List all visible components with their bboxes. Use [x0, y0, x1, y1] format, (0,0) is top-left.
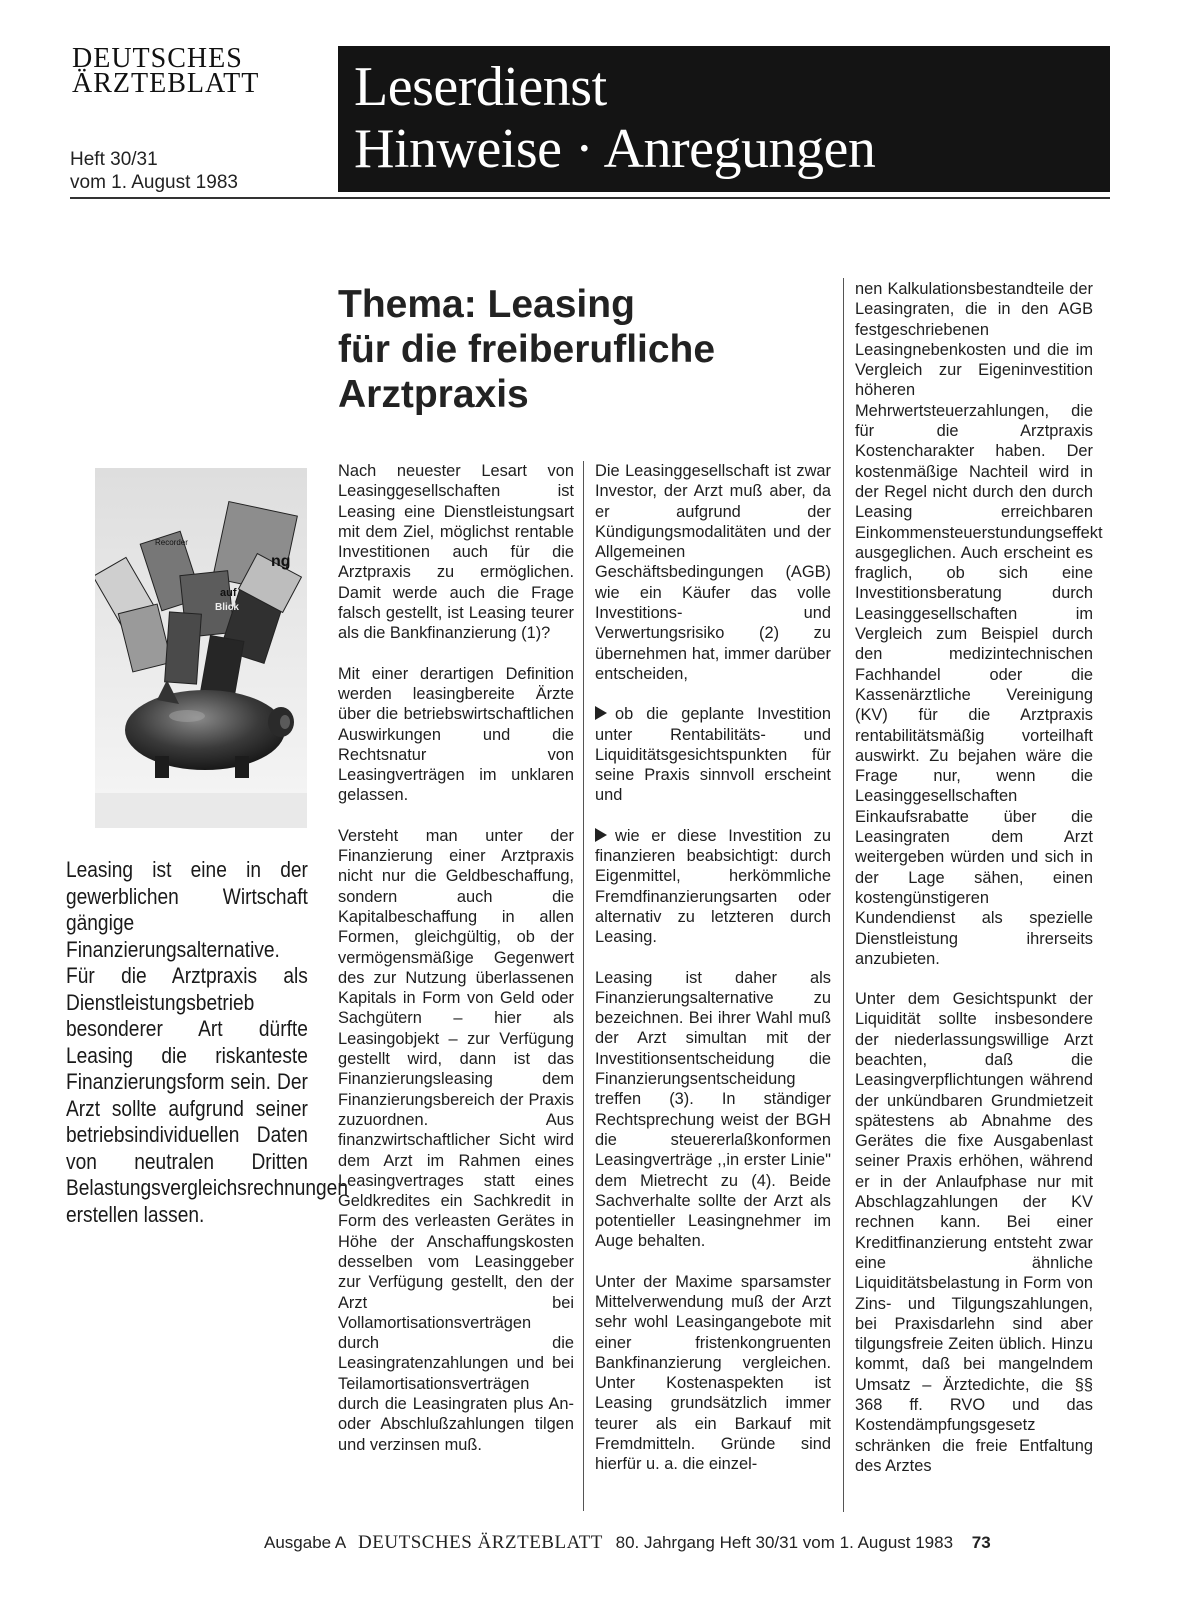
paragraph: Versteht man unter der Finanzierung einer Arztpraxis nicht nur die Geldbeschaffung, sondern auch die Kapitalbeschaffung in allen Formen, gleichgültig, ob der vermögensmäßige Gegenwert des zur Nutzung überlassenen Kapitals in Form von Geld oder Sachgütern – hier als Leasingobjekt – zur Verfügung gestellt wird, dann ist das Finanzierungsleasing dem Finanzierungsbereich der Praxis zuzuordnen. Aus finanzwirtschaftlicher Sicht wird dem Arzt im Rahmen eines Leasingvertrages statt eines Geldkredites ein Sachkredit in Form des verleasten Gerätes in Höhe der Anschaffungskosten desselben vom Leasinggeber zur Verfügung gestellt, den der Arzt bei Vollamortisationsverträgen durch die Leasingratenzahlungen und bei Teilamortisationsverträgen durch die Leasingraten plus An- oder Abschlußzahlungen tilgen und verzinsen muß. [338, 826, 574, 1454]
bullet-item [595, 826, 831, 948]
column-3 [855, 279, 1103, 1476]
banner-title: Leserdienst [354, 56, 607, 118]
title-line: für die freiberufliche [338, 328, 716, 371]
bullet-text: wie er diese Investition zu finanzieren beabsichtigt: durch Eigenmittel, herkömmliche Fremdfinanzierungsarten oder alternativ zu letzteren durch Leasing. [595, 826, 831, 947]
logo-line-1: DEUTSCHES [72, 43, 243, 74]
footer-edition: Ausgabe A [264, 1533, 346, 1552]
column-rule [843, 278, 844, 1512]
banner-subtitle: Hinweise · Anregungen [354, 118, 876, 180]
photo-label-recorder: Recorder [155, 538, 188, 547]
page-footer [264, 1532, 1114, 1554]
section-banner [338, 46, 1110, 192]
column-rule [583, 461, 584, 1511]
triangle-bullet-icon [595, 706, 607, 720]
title-line: Arztpraxis [338, 373, 529, 416]
header-rule [70, 197, 1110, 199]
paragraph: Die Leasinggesellschaft ist zwar Investor, der Arzt muß aber, da er aufgrund der Kündigungsmodalitäten und der Allgemeinen Geschäftsbedingungen (AGB) wie ein Käufer das volle Investitions- und Verwertungsrisiko (2) zu übernehmen hat, immer darüber entscheiden, [595, 462, 831, 683]
bullet-text: ob die geplante Investition unter Rentabilitäts- und Liquiditätsgesichtspunkten für seine Praxis sinnvoll erscheint und [595, 705, 831, 805]
paragraph: nen Kalkulationsbestandteile der Leasingraten, die in den AGB festgeschriebenen Leasingnebenkosten und die im Vergleich zur Eigeninvestition höheren Mehrwertsteuerzahlungen, die für die Arztpraxis Kostencharakter haben. Der kostenmäßige Nachteil wird in der Regel nicht durch den durch Leasing erreichbaren Einkommensteuerstundungseffekt ausgeglichen. Auch erscheint es fraglich, ob sich eine Investitionsberatung durch Leasinggesellschaften im Vergleich zum Beispiel durch den medizintechnischen Fachhandel oder die Kassenärztliche Vereinigung (KV) für die Arztpraxis rentabilitätsmäßig vorteilhaft auswirkt. Zu bejahen wäre die Frage nur, wenn die Leasinggesellschaften Einkaufsrabatte über die Leasingraten dem Arzt weitergeben würden und sich in der Lage sähen, einen kostengünstigeren Kundendienst als spezielle Dienstleistung ihrerseits anzubieten. [855, 280, 1103, 968]
paragraph: Leasing ist daher als Finanzierungsalternative zu bezeichnen. Bei ihrer Wahl muß der Arzt simultan mit der Investitionsentscheidung die Finanzierungsentscheidung treffen (3). In ständiger Rechtsprechung weist der BGH die steuererlaßkonformen Leasingverträge ,,in erster Linie" dem Mietrecht zu (4). Beide Sachverhalte sollte der Arzt als potentieller Leasingnehmer im Auge behalten. [595, 968, 831, 1251]
triangle-bullet-icon [595, 828, 607, 842]
photo-label-blick: Blick [215, 602, 239, 613]
paragraph: Unter dem Gesichtspunkt der Liquidität sollte insbesondere der niederlassungswillige Arzt beachten, daß die Leasingverpflichtungen während der unkündbaren Grundmietzeit spätestens ab Abnahme des Gerätes die fixe Ausgabenlast seiner Praxis erhöhen, während er in der Anlaufphase nur mit Abschlagzahlungen der KV rechnen kann. Bei einer Kreditfinanzierung entsteht zwar eine ähnliche Liquiditätsbelastung in Form von Zins- und Tilgungszahlungen, bei Praxisdarlehn sind aber tilgungsfreie Zeiten üblich. Hinzu kommt, daß bei mangelndem Umsatz – Ärztedichte, die §§ 368 ff. RVO und das Kostendämpfungsgesetz schränken die freie Entfaltung des Arztes [855, 990, 1093, 1475]
piggy-bank-photo [95, 468, 307, 828]
logo-line-2: ÄRZTEBLATT [72, 68, 260, 99]
paragraph: Unter der Maxime sparsamster Mittelverwendung muß der Arzt sehr wohl Leasingangebote mit einer fristenkongruenten Bankfinanzierung vergleichen. Unter Kostenaspekten ist Leasing grundsätzlich immer teurer als ein Barkauf mit Fremdmitteln. Gründe sind hierfür u. a. die einzel- [595, 1272, 831, 1474]
bullet-item [595, 704, 831, 805]
journal-logo [72, 43, 312, 99]
page-number: 73 [971, 1533, 991, 1552]
column-2 [595, 461, 831, 1475]
footer-details: 80. Jahrgang Heft 30/31 vom 1. August 1983 [615, 1533, 954, 1552]
paragraph: Mit einer derartigen Definition werden leasingbereite Ärzte über die betriebswirtschaftlichen Auswirkungen und die Rechtsnatur von Leasingverträgen im unklaren gelassen. [338, 664, 574, 805]
photo-label-auf: auf [220, 587, 237, 599]
issue-number: Heft 30/31 [70, 149, 158, 170]
paragraph: Nach neuester Lesart von Leasinggesellschaften ist Leasing eine Dienstleistungsart mit dem Ziel, möglichst rentable Investitionen auch für die Arztpraxis zu ermöglichen. Damit werde auch die Frage falsch gestellt, ist Leasing teurer als die Bankfinanzierung (1)? [338, 462, 574, 643]
issue-date: vom 1. August 1983 [70, 172, 238, 193]
article-title [338, 282, 818, 417]
column-1 [338, 461, 574, 1455]
title-line: Thema: Leasing [338, 283, 635, 326]
footer-brand: DEUTSCHES ÄRZTEBLATT [358, 1532, 603, 1553]
issue-info [70, 148, 238, 194]
photo-label-ng: ng [271, 553, 291, 570]
lead-paragraph: Leasing ist eine in der gewerblichen Wirtschaft gängige Finanzierungsalternative. Für die Arztpraxis als Dienstleistungsbetrieb besonderer Art dürfte Leasing die riskanteste Finanzierungsform sein. Der Arzt sollte aufgrund seiner betriebsindividuellen Daten von neutralen Dritten Belastungsvergleichsrechnungen erstellen lassen. [66, 857, 348, 1227]
